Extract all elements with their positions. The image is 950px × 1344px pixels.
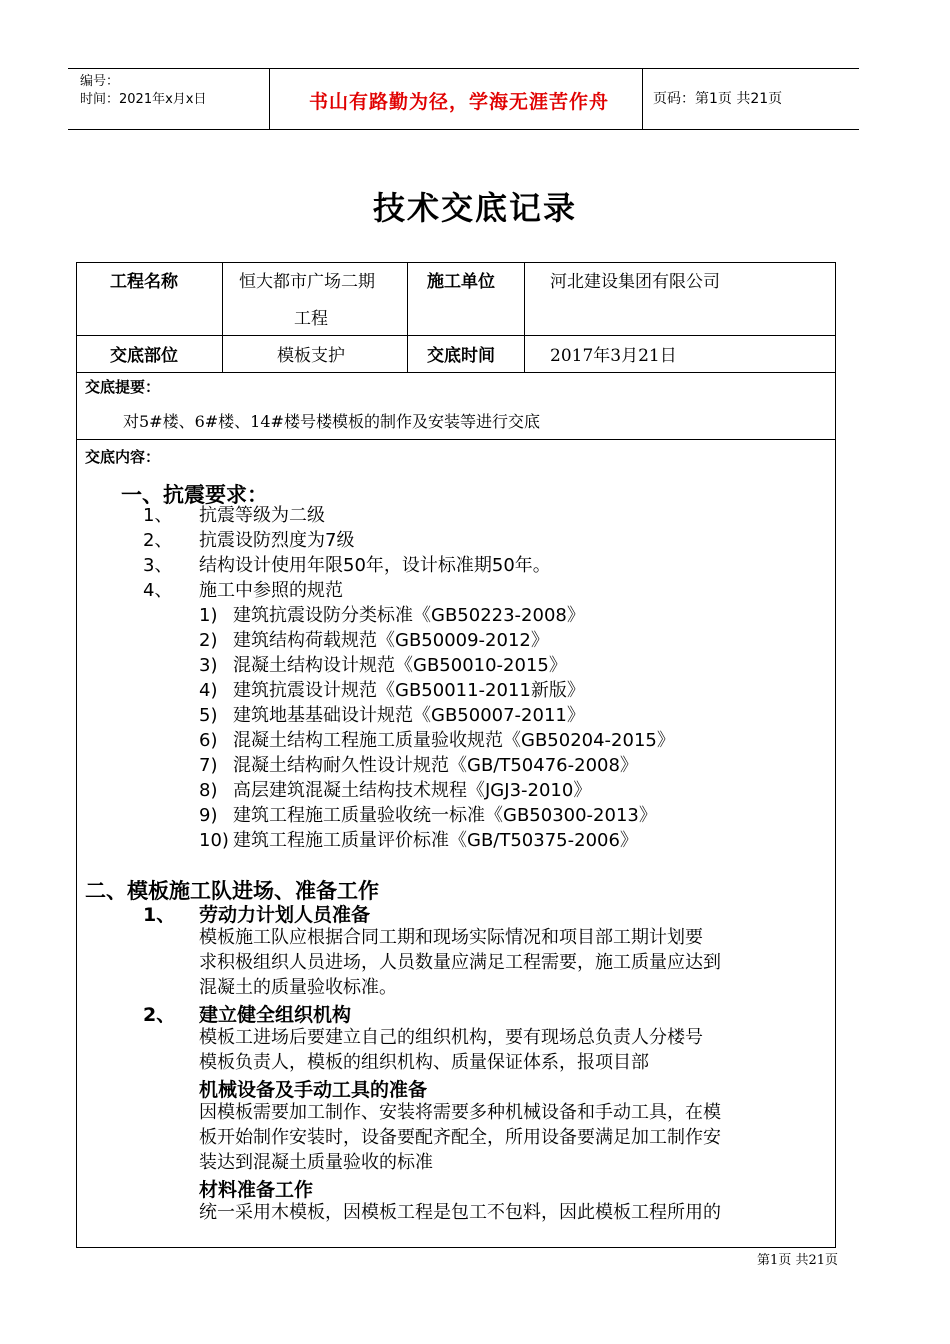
list-item: 抗震等级为二级 <box>199 505 325 526</box>
standard-num: 5) <box>199 705 218 726</box>
standard-num: 3) <box>199 655 218 676</box>
paragraph-line: 因模板需要加工制作、安装将需要多种机械设备和手动工具，在模 <box>199 1102 721 1123</box>
standard-num: 7) <box>199 755 218 776</box>
sub3-title: 机械设备及手动工具的准备 <box>199 1079 428 1101</box>
paragraph-line: 求积极组织人员进场，人员数量应满足工程需要，施工质量应达到 <box>199 952 721 973</box>
list-item: 结构设计使用年限50年，设计标准期50年。 <box>199 555 551 576</box>
header-divider <box>642 69 643 129</box>
time-label: 时间：2021年x月x日 <box>80 92 207 107</box>
standard-item: 混凝土结构耐久性设计规范《GB/T50476-2008》 <box>233 755 638 776</box>
standard-item: 建筑地基基础设计规范《GB50007-2011》 <box>233 705 585 726</box>
sub1-title: 劳动力计划人员准备 <box>199 904 371 926</box>
standard-num: 4) <box>199 680 218 701</box>
part-label: 交底部位 <box>110 346 178 366</box>
sub1-num: 1、 <box>143 904 176 926</box>
content-label: 交底内容： <box>85 448 161 466</box>
header-table <box>68 68 859 130</box>
summary-text: 对5#楼、6#楼、14#楼号楼模板的制作及安装等进行交底 <box>123 412 540 431</box>
row-divider <box>77 372 835 373</box>
standard-item: 建筑工程施工质量验收统一标准《GB50300-2013》 <box>233 805 657 826</box>
standard-item: 混凝土结构设计规范《GB50010-2015》 <box>233 655 567 676</box>
standard-num: 10) <box>199 830 229 851</box>
row-divider <box>77 439 835 440</box>
standard-num: 6) <box>199 730 218 751</box>
list-num: 2、 <box>143 530 173 551</box>
time-label-cell: 交底时间 <box>427 346 495 366</box>
standard-num: 2) <box>199 630 218 651</box>
section2-title: 二、模板施工队进场、准备工作 <box>85 879 379 903</box>
section1-title: 一、抗震要求： <box>121 483 268 507</box>
list-num: 3、 <box>143 555 173 576</box>
project-name-label: 工程名称 <box>110 272 178 292</box>
standard-num: 8) <box>199 780 218 801</box>
header-meta <box>80 73 206 109</box>
standard-num: 1) <box>199 605 218 626</box>
list-num: 1、 <box>143 505 173 526</box>
list-item: 抗震设防烈度为7级 <box>199 530 355 551</box>
list-num: 4、 <box>143 580 173 601</box>
record-table <box>76 262 836 1248</box>
paragraph-line: 统一采用木模板，因模板工程是包工不包料，因此模板工程所用的 <box>199 1202 721 1223</box>
header-divider <box>269 69 270 129</box>
page-label: 页码：第1页 共21页 <box>653 91 783 107</box>
standard-item: 高层建筑混凝土结构技术规程《JGJ3-2010》 <box>233 780 592 801</box>
list-item: 施工中参照的规范 <box>199 580 343 601</box>
cell-divider <box>524 263 525 372</box>
motto: 书山有路勤为径，学海无涯苦作舟 <box>308 91 609 113</box>
unit-label: 施工单位 <box>427 272 495 292</box>
sub4-title: 材料准备工作 <box>199 1179 314 1201</box>
project-name-line2: 工程 <box>294 309 328 329</box>
sub2-num: 2、 <box>143 1004 176 1026</box>
cell-divider <box>222 263 223 372</box>
standard-item: 建筑工程施工质量评价标准《GB/T50375-2006》 <box>233 830 638 851</box>
unit-value: 河北建设集团有限公司 <box>550 272 720 292</box>
project-name-line1: 恒大都市广场二期 <box>239 272 375 292</box>
cell-divider <box>407 263 408 372</box>
time-value: 2017年3月21日 <box>550 346 677 366</box>
page-title: 技术交底记录 <box>372 189 577 227</box>
paragraph-line: 装达到混凝土质量验收的标准 <box>199 1152 433 1173</box>
paragraph-line: 模板负责人，模板的组织机构、质量保证体系，报项目部 <box>199 1052 649 1073</box>
paragraph-line: 板开始制作安装时，设备要配齐配全，所用设备要满足加工制作安 <box>199 1127 721 1148</box>
code-label: 编号： <box>80 74 120 89</box>
paragraph-line: 模板施工队应根据合同工期和现场实际情况和项目部工期计划要 <box>199 927 703 948</box>
standard-item: 建筑抗震设计规范《GB50011-2011新版》 <box>233 680 585 701</box>
page-footer: 第1页 共21页 <box>757 1253 838 1268</box>
standard-item: 建筑抗震设防分类标准《GB50223-2008》 <box>233 605 585 626</box>
standard-num: 9) <box>199 805 218 826</box>
paragraph-line: 模板工进场后要建立自己的组织机构，要有现场总负责人分楼号 <box>199 1027 703 1048</box>
standard-item: 混凝土结构工程施工质量验收规范《GB50204-2015》 <box>233 730 675 751</box>
part-value: 模板支护 <box>277 346 345 366</box>
paragraph-line: 混凝土的质量验收标准。 <box>199 977 397 998</box>
row-divider <box>77 335 835 336</box>
summary-label: 交底提要： <box>85 378 161 396</box>
standard-item: 建筑结构荷载规范《GB50009-2012》 <box>233 630 549 651</box>
sub2-title: 建立健全组织机构 <box>199 1004 352 1026</box>
